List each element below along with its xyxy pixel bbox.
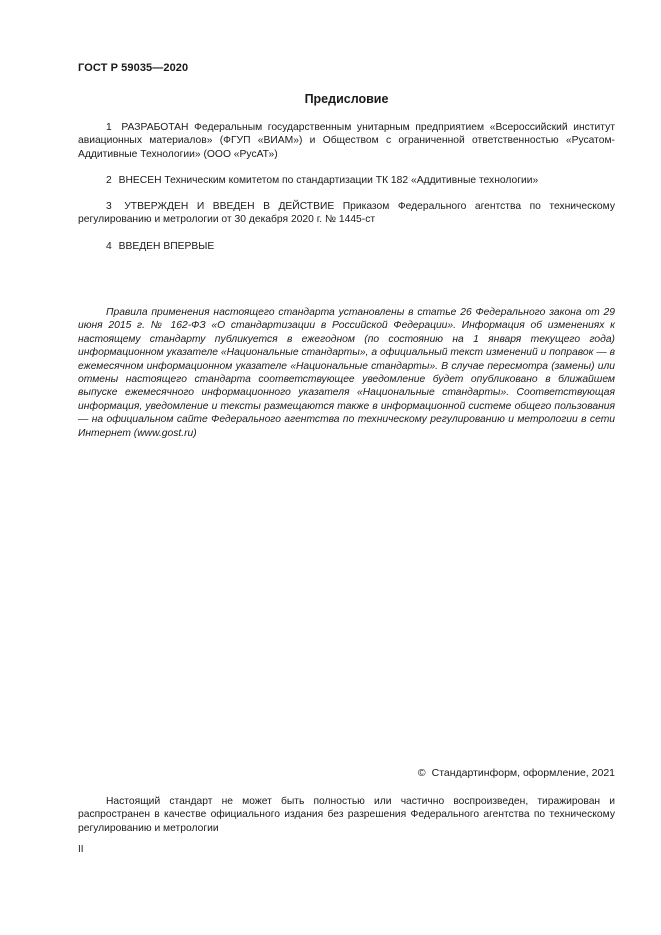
foreword-item-4 xyxy=(78,240,615,253)
foreword-item-2 xyxy=(78,174,615,187)
foreword-item-number: 2 xyxy=(106,175,112,186)
foreword-title: Предисловие xyxy=(304,92,389,106)
foreword-item-text: ВНЕСЕН Техническим комитетом по стандартизации ТК 182 «Аддитивные технологии» xyxy=(118,175,539,186)
reproduction-notice: Настоящий стандарт не может быть полностью или частично воспроизведен, тиражирован и распространен в качестве официального издания без разрешения Федерального агентства по техническому регулированию и метрологии xyxy=(78,796,615,834)
foreword-item-1 xyxy=(78,121,615,161)
foreword-item-text: ВВЕДЕН ВПЕРВЫЕ xyxy=(118,241,215,252)
foreword-item-text: РАЗРАБОТАН Федеральным государственным унитарным предприятием «Всероссийский институт авиационных материалов» (ФГУП «ВИАМ») и Обществом с ограниченной ответственностью «Русатом-Аддитивные Технологии» (ООО «РусАТ») xyxy=(78,122,615,160)
foreword-item-number: 4 xyxy=(106,241,112,252)
copyright-text: Стандартинформ, оформление, 2021 xyxy=(431,767,615,779)
copyright-symbol: © xyxy=(417,767,426,779)
copyright-line xyxy=(78,767,615,779)
application-rules-notice: Правила применения настоящего стандарта установлены в статье 26 Федерального закона от 29 июня 2015 г. № 162-ФЗ «О стандартизации в Российской Федерации». Информация об изменениях к настоящему стандарту публикуется в ежегодном (по состоянию на 1 января текущего года) информационном указателе «Национальные стандарты», а официальный текст изменений и поправок — в ежемесячном информационном указателе «Национальные стандарты». В случае пересмотра (замены) или отмены настоящего стандарта соответствующее уведомление будет опубликовано в ближайшем выпуске ежемесячного информационного указателя «Национальные стандарты». Соответствующая информация, уведомление и тексты размещаются также в информационной системе общего пользования — на официальном сайте Федерального агентства по техническому регулированию и метрологии в сети Интернет (www.gost.ru) xyxy=(78,307,615,439)
page-number: II xyxy=(78,844,84,855)
standard-number: ГОСТ Р 59035—2020 xyxy=(78,62,189,74)
foreword-item-3 xyxy=(78,200,615,227)
foreword-item-number: 3 xyxy=(106,201,112,212)
foreword-item-number: 1 xyxy=(106,122,112,133)
foreword-item-text: УТВЕРЖДЕН И ВВЕДЕН В ДЕЙСТВИЕ Приказом Федерального агентства по техническому регулированию и метрологии от 30 декабря 2020 г. № 1445-ст xyxy=(78,201,615,226)
